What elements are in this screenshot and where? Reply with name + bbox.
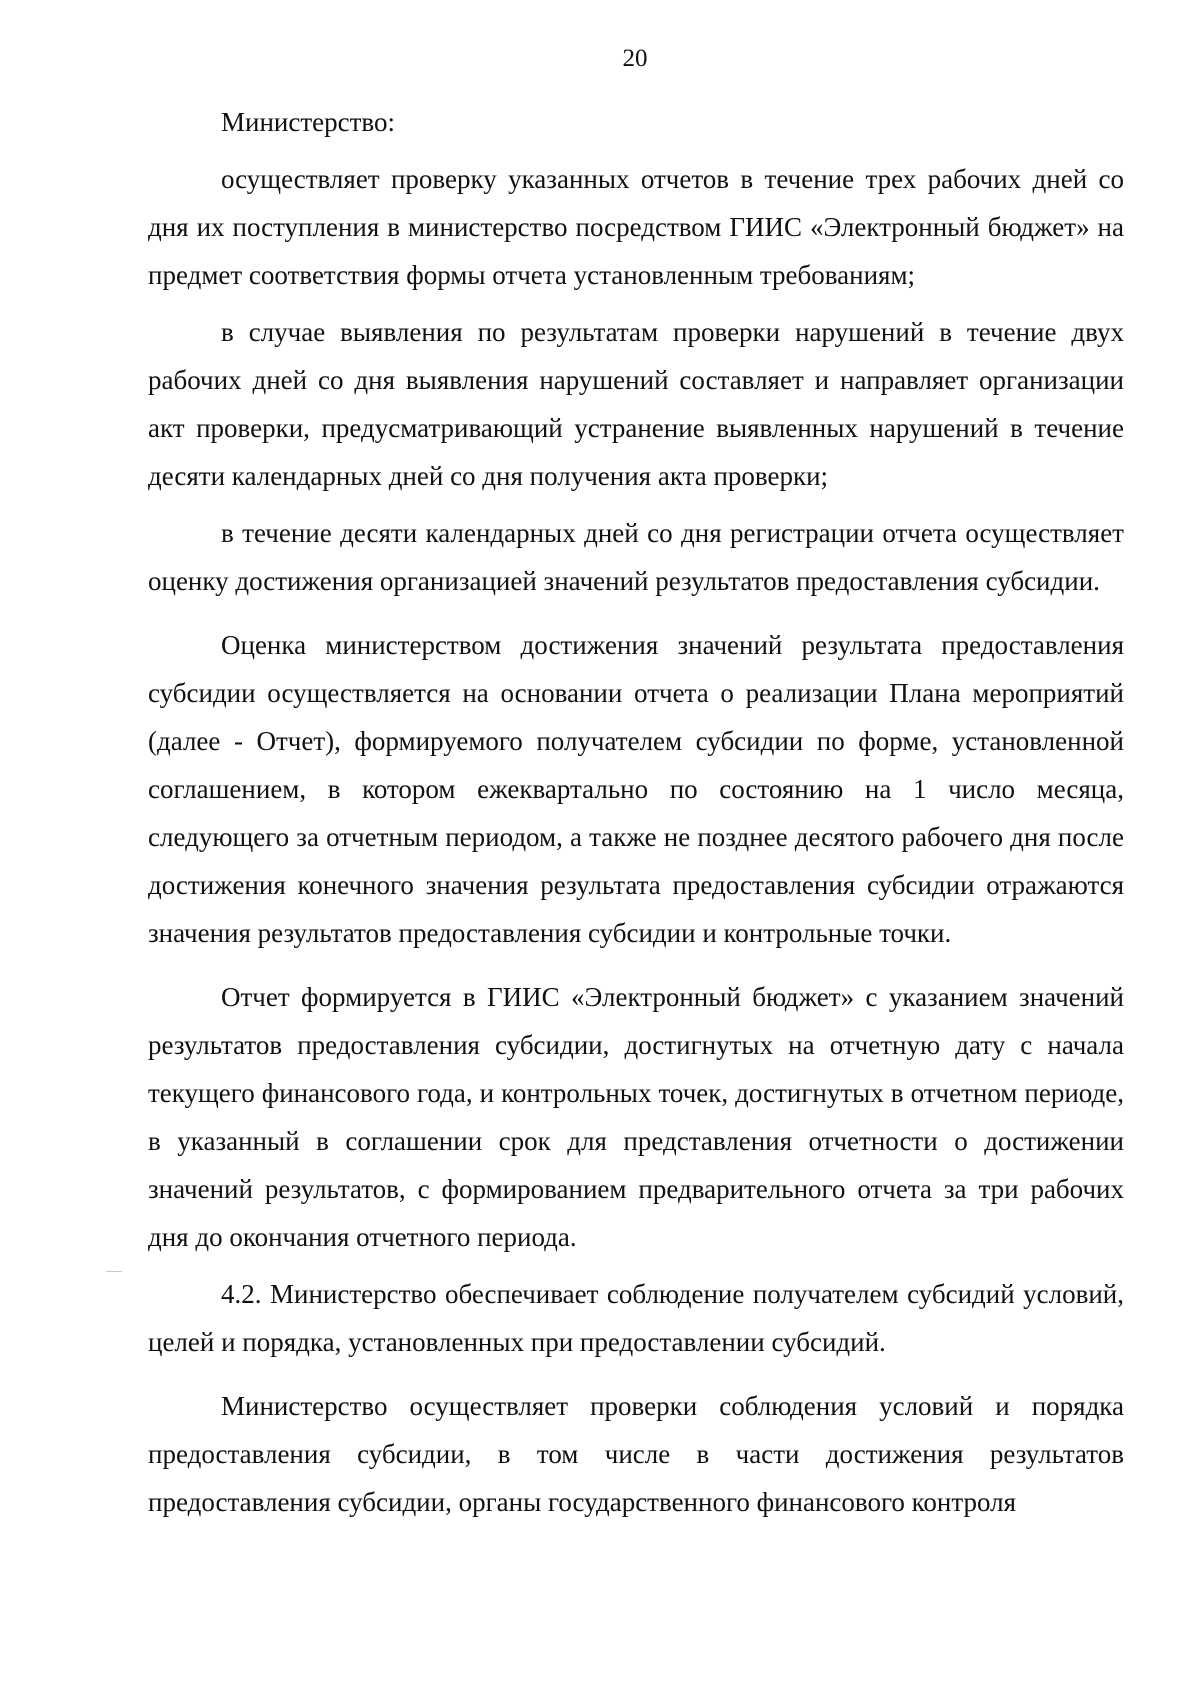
paragraph-violations-act: в случае выявления по результатам проверки нарушений в течение двух рабочих дней со дня выявления нарушений составляет и направляет организации акт проверки, предусматривающий устранение выявленных нарушений в течение десяти календарных дней со дня получения акта проверки; (148, 317, 1124, 491)
page-number: 20 (622, 45, 648, 72)
paragraph-assessment-term: в течение десяти календарных дней со дня регистрации отчета осуществляет оценку достижения организацией значений результатов предоставления субсидии. (148, 518, 1124, 596)
paragraph-compliance-checks: Министерство осуществляет проверки соблюдения условий и порядка предоставления субсидии, в том числе в части достижения результатов предоставления субсидии, органы государственного финансового контроля (148, 1391, 1124, 1517)
paragraph-report-forming: Отчет формируется в ГИИС «Электронный бюджет» с указанием значений результатов предоставления субсидии, достигнутых на отчетную дату с начала текущего финансового года, и контрольных точек, достигнутых в отчетном периоде, в указанный в соглашении срок для представления отчетности о достижении значений результатов, с формированием предварительного отчета за три рабочих дня до окончания отчетного периода. (148, 982, 1124, 1252)
paragraph-ministry-heading: Министерство: (221, 107, 395, 137)
paragraph-assessment-basis: Оценка министерством достижения значений результата предоставления субсидии осуществляется на основании отчета о реализации Плана мероприятий (далее - Отчет), формируемого получателем субсидии по форме, установленной соглашением, в котором ежеквартально по состоянию на 1 число месяца, следующего за отчетным периодом, а также не позднее десятого рабочего дня после достижения конечного значения результата предоставления субсидии отражаются значения результатов предоставления субсидии и контрольные точки. (148, 630, 1124, 948)
document-body (148, 98, 1124, 1526)
margin-tick-mark (106, 1271, 122, 1272)
paragraph-section-4-2: 4.2. Министерство обеспечивает соблюдение получателем субсидий условий, целей и порядка, установленных при предоставлении субсидий. (148, 1279, 1124, 1357)
paragraph-report-check: осуществляет проверку указанных отчетов в течение трех рабочих дней со дня их поступления в министерство посредством ГИИС «Электронный бюджет» на предмет соответствия формы отчета установленным требованиям; (148, 164, 1124, 290)
